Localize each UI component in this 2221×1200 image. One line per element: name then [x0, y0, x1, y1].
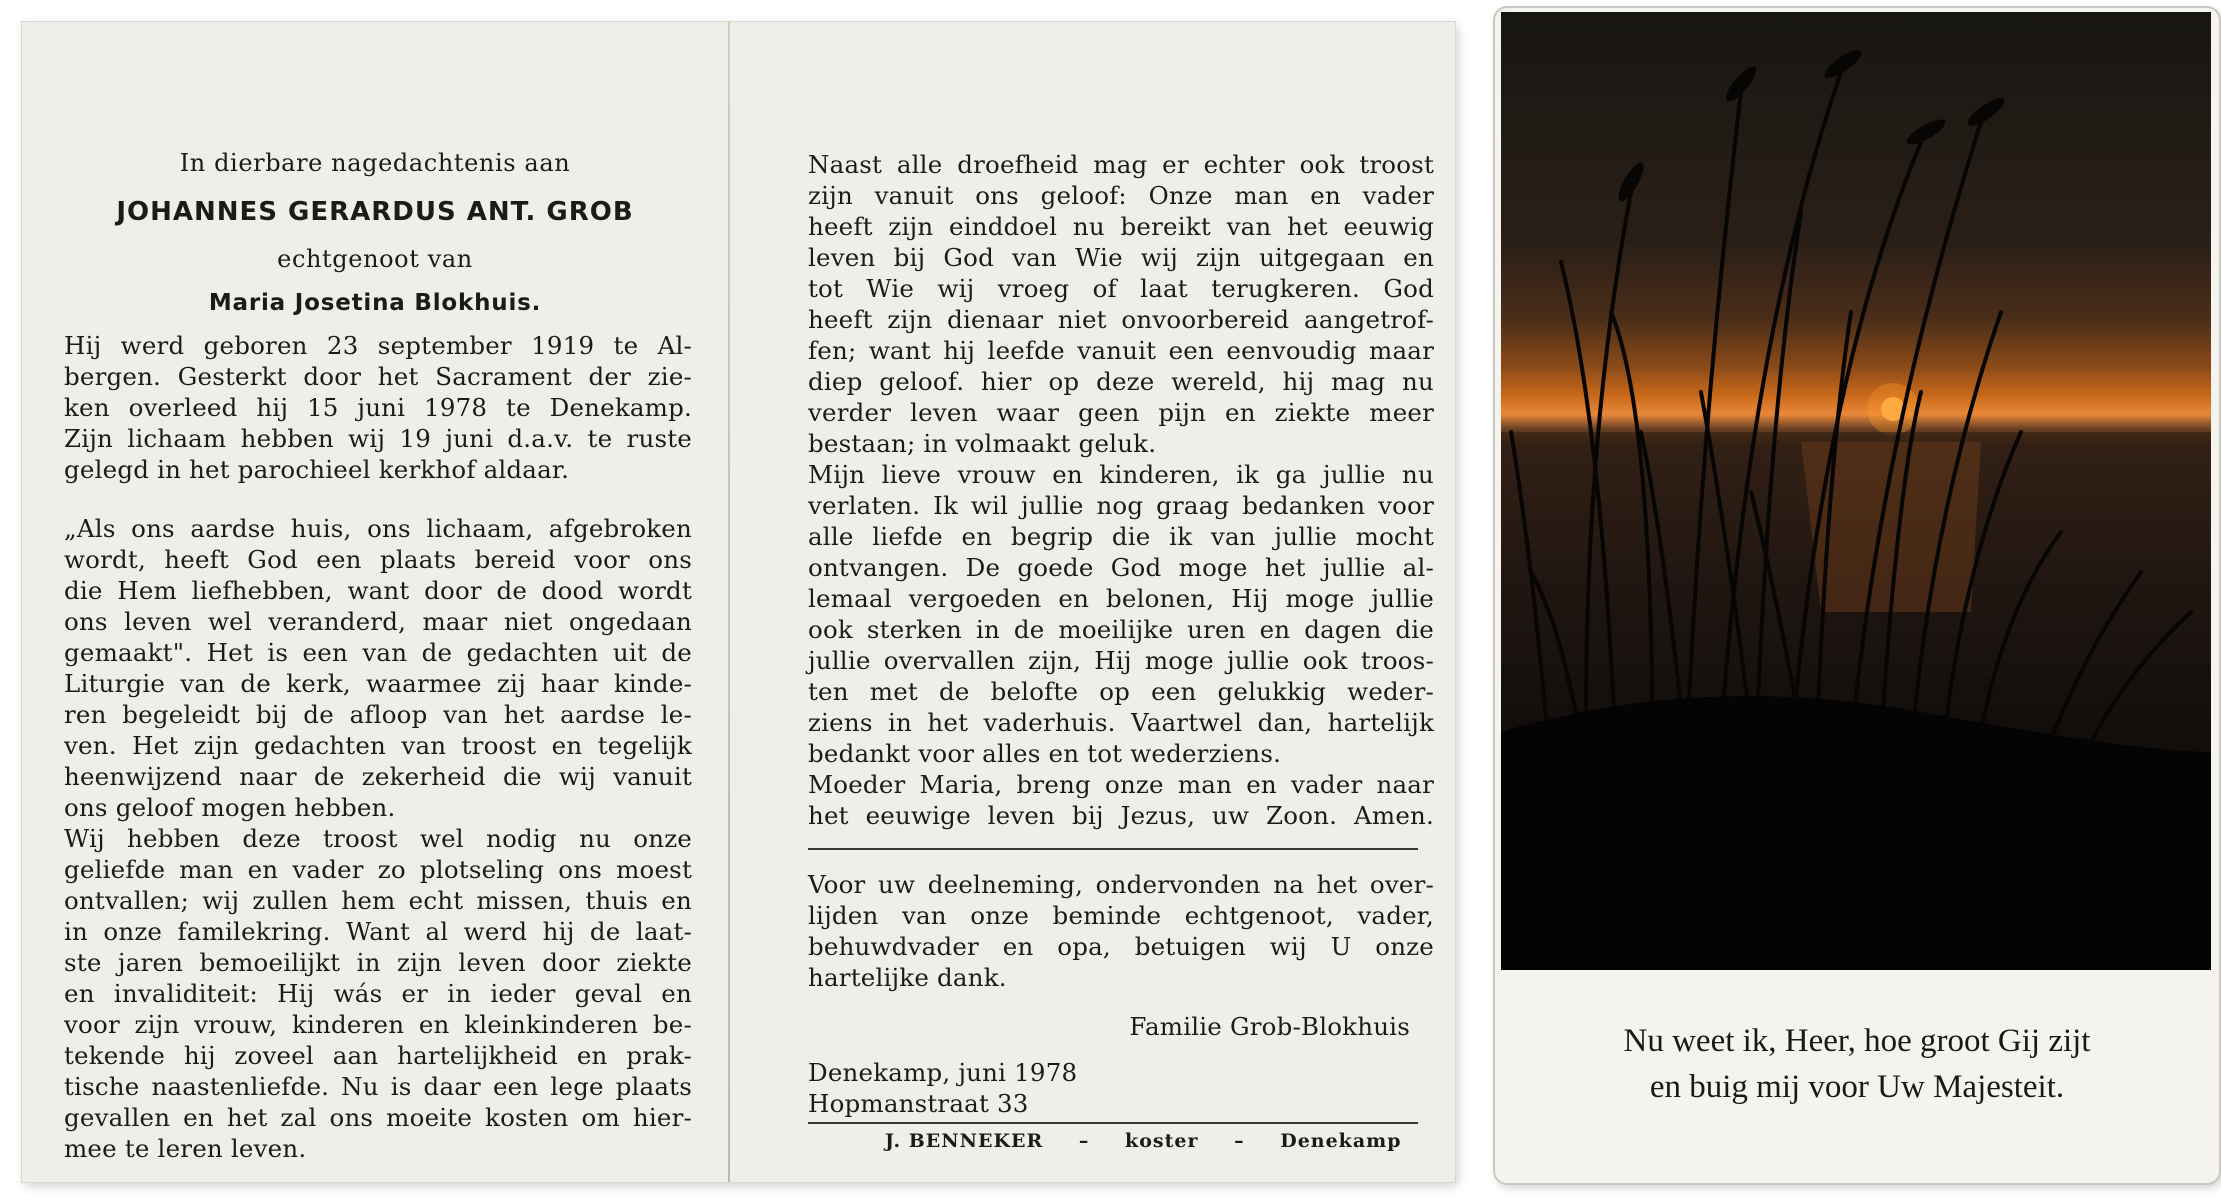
- right-text-line: jullie overvallen zijn, Hij moge jullie ook troos-: [808, 646, 1434, 675]
- spouse-name: Maria Josetina Blokhuis.: [208, 290, 542, 316]
- right-text-line: alle liefde en begrip die ik van jullie mocht: [808, 522, 1434, 551]
- printer-place: Denekamp: [1280, 1130, 1402, 1152]
- left-text-line: ren begeleidt bij de afloop van het aardse le-: [64, 700, 692, 729]
- heading-spouse-of: echtgenoot van: [277, 245, 473, 273]
- thanks-line: lijden van onze beminde echtgenoot, vader,: [808, 901, 1434, 930]
- right-text-line: ontvangen. De goede God moge het jullie al-: [808, 553, 1434, 582]
- left-text-line: „Als ons aardse huis, ons lichaam, afgebroken: [64, 514, 692, 543]
- right-text-line: bestaan; in volmaakt geluk.: [808, 429, 1157, 458]
- divider-line: [808, 848, 1418, 850]
- right-text-line: verder leven waar geen pijn en ziekte meer: [808, 398, 1434, 427]
- printer-credit: [885, 1130, 1430, 1152]
- right-panel: [730, 22, 1455, 1182]
- right-text-line: heeft zijn einddoel nu bereikt van het eeuwig: [808, 212, 1434, 241]
- left-text-line: Hij werd geboren 23 september 1919 te Al-: [64, 331, 692, 360]
- memorial-card-open: [22, 22, 1455, 1182]
- verse-line: en buig mij voor Uw Majesteit.: [1649, 1069, 2065, 1105]
- heading-in-memory: In dierbare nagedachtenis aan: [179, 149, 571, 177]
- deceased-name: JOHANNES GERARDUS ANT. GROB: [116, 197, 634, 227]
- left-text-line: ken overleed hij 15 juni 1978 te Denekamp.: [64, 393, 692, 422]
- right-text-line: Naast alle droefheid mag er echter ook troost: [808, 150, 1434, 179]
- right-text-line: heeft zijn dienaar niet onvoorbereid aangetrof-: [808, 305, 1434, 334]
- printer-role: koster: [1125, 1130, 1199, 1152]
- left-text-line: mee te leren leven.: [64, 1134, 307, 1163]
- left-text-line: gemaakt". Het is een van de gedachten uit de: [64, 638, 692, 667]
- left-text-line: die Hem liefhebben, want door de dood wordt: [64, 576, 692, 605]
- right-text-line: leven bij God van Wie wij zijn uitgegaan en: [808, 243, 1434, 272]
- right-text-line: het eeuwige leven bij Jezus, uw Zoon. Amen.: [808, 801, 1434, 830]
- right-text-line: ziens in het vaderhuis. Vaartwel dan, hartelijk: [808, 708, 1434, 737]
- left-text-line: ven. Het zijn gedachten van troost en tegelijk: [64, 731, 692, 760]
- left-text-line: bergen. Gesterkt door het Sacrament der zie-: [64, 362, 692, 391]
- right-text-line: ook sterken in de moeilijke uren en dagen die: [808, 615, 1434, 644]
- printer-separator: –: [1234, 1130, 1245, 1152]
- left-text-line: ons leven wel veranderd, maar niet ongedaan: [64, 607, 692, 636]
- right-text-line: ten met de belofte op een gelukkig weder-: [808, 677, 1434, 706]
- left-text-line: Liturgie van de kerk, waarmee zij haar kinde-: [64, 669, 692, 698]
- left-text-line: tische naastenliefde. Nu is daar een lege plaats: [64, 1072, 692, 1101]
- thanks-line: Voor uw deelneming, ondervonden na het over-: [808, 870, 1434, 899]
- right-text-line: verlaten. Ik wil jullie nog graag bedanken voor: [808, 491, 1434, 520]
- printer-name: J. BENNEKER: [885, 1130, 1044, 1152]
- reed-silhouette-image: [1501, 12, 2211, 970]
- left-text-line: ons geloof mogen hebben.: [64, 793, 396, 822]
- thanks-line: behuwdvader en opa, betuigen wij U onze: [808, 932, 1434, 961]
- verse-line: Nu weet ik, Heer, hoe groot Gij zijt: [1623, 1023, 2091, 1059]
- left-text-line: gelegd in het parochieel kerkhof aldaar.: [64, 455, 570, 484]
- family-signature: Familie Grob-Blokhuis: [1129, 1012, 1410, 1041]
- left-text-line: voor zijn vrouw, kinderen en kleinkinderen be-: [64, 1010, 692, 1039]
- left-text-line: in onze familekring. Want al werd hij de laat-: [64, 917, 692, 946]
- left-text-line: wordt, heeft God een plaats bereid voor ons: [64, 545, 692, 574]
- thanks-line: hartelijke dank.: [808, 963, 1007, 992]
- address: Hopmanstraat 33: [808, 1089, 1029, 1118]
- verse-text: [1495, 1018, 2219, 1110]
- left-text-line: gevallen en het zal ons moeite kosten om hier-: [64, 1103, 692, 1132]
- divider-line: [808, 1122, 1418, 1124]
- right-text-line: zijn vanuit ons geloof: Onze man en vader: [808, 181, 1434, 210]
- sunset-reeds-photo: [1501, 12, 2211, 970]
- left-text-line: ontvallen; wij zullen hem echt missen, thuis en: [64, 886, 692, 915]
- left-text-line: en invaliditeit: Hij wás er in ieder geval en: [64, 979, 692, 1008]
- left-text-line: geliefde man en vader zo plotseling ons moest: [64, 855, 692, 884]
- right-text-line: lemaal vergoeden en belonen, Hij moge jullie: [808, 584, 1434, 613]
- left-text-line: Zijn lichaam hebben wij 19 juni d.a.v. te ruste: [64, 424, 692, 453]
- left-text-line: heenwijzend naar de zekerheid die wij vanuit: [64, 762, 692, 791]
- right-text-line: Mijn lieve vrouw en kinderen, ik ga jullie nu: [808, 460, 1434, 489]
- right-text-line: tot Wie wij vroeg of laat terugkeren. God: [808, 274, 1434, 303]
- right-text-line: Moeder Maria, breng onze man en vader naar: [808, 770, 1434, 799]
- left-text-line: ste jaren bemoeilijkt in zijn leven door ziekte: [64, 948, 692, 977]
- left-text-line: tekende hij zoveel aan hartelijkheid en prak-: [64, 1041, 692, 1070]
- right-text-line: fen; want hij leefde vanuit een eenvoudig maar: [808, 336, 1434, 365]
- printer-separator: –: [1078, 1130, 1090, 1152]
- right-text-line: bedankt voor alles en tot wederziens.: [808, 739, 1282, 768]
- right-text-line: diep geloof. hier op deze wereld, hij mag nu: [808, 367, 1434, 396]
- left-text-line: Wij hebben deze troost wel nodig nu onze: [64, 824, 692, 853]
- place-date: Denekamp, juni 1978: [808, 1058, 1078, 1087]
- left-panel: [22, 22, 728, 1182]
- memorial-card-photo: [1495, 8, 2219, 1183]
